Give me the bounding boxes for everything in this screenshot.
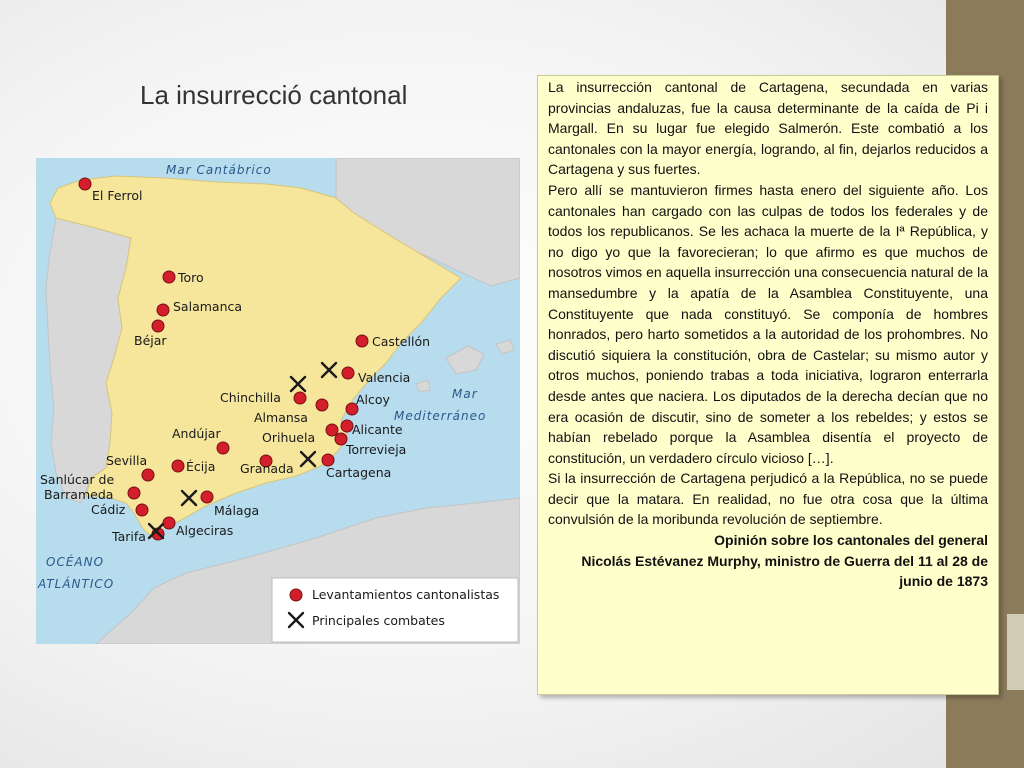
sea-label-mar: Mar <box>452 387 478 401</box>
city-label-malaga: Málaga <box>214 503 260 518</box>
quote-attribution-line-2: Nicolás Estévanez Murphy, ministro de Guerra del 11 al 28 de junio de 1873 <box>581 552 988 590</box>
legend-battles-label: Principales combates <box>312 613 445 628</box>
marker-ferrol <box>79 178 91 190</box>
map-legend <box>272 578 518 642</box>
city-label-cartagena: Cartagena <box>326 465 392 480</box>
city-label-sanlucar-2: Barrameda <box>44 487 114 502</box>
decorative-side-bar-accent <box>1007 614 1024 690</box>
city-label-valencia: Valencia <box>358 370 411 385</box>
quote-attribution-line-1: Opinión sobre los cantonales del general <box>714 532 988 549</box>
marker-bejar <box>152 320 164 332</box>
city-label-torrevieja: Torrevieja <box>346 442 407 457</box>
city-label-ecija: Écija <box>186 459 216 474</box>
sea-label-mediterraneo: Mediterráneo <box>394 409 487 423</box>
marker-chinchilla <box>294 392 306 404</box>
legend-uprising-icon <box>290 589 302 601</box>
marker-cadiz <box>136 504 148 516</box>
marker-andujar <box>217 442 229 454</box>
city-label-castellon: Castellón <box>372 334 431 349</box>
city-label-chinchilla: Chinchilla <box>220 390 281 405</box>
city-label-alcoy: Alcoy <box>356 392 390 407</box>
marker-malaga <box>201 491 213 503</box>
slide-title: La insurrecció cantonal <box>140 80 408 110</box>
city-label-alicante: Alicante <box>352 422 403 437</box>
legend-uprisings-label: Levantamientos cantonalistas <box>312 587 500 602</box>
city-label-tarifa: Tarifa <box>112 529 146 544</box>
city-label-almansa: Almansa <box>254 410 308 425</box>
city-label-ferrol: El Ferrol <box>92 188 143 203</box>
sea-label-atlantico: ATLÁNTICO <box>38 577 115 591</box>
city-label-bejar: Béjar <box>134 333 167 348</box>
city-label-sanlucar-1: Sanlúcar de <box>40 472 115 487</box>
marker-sevilla <box>142 469 154 481</box>
quote-textbox <box>537 75 999 695</box>
map-of-cantonal-uprisings <box>36 158 520 644</box>
map-canvas <box>36 158 520 644</box>
marker-algeciras <box>163 517 175 529</box>
marker-ecija <box>172 460 184 472</box>
marker-sanlucar <box>128 487 140 499</box>
quote-paragraph-1: La insurrección cantonal de Cartagena, secundada en varias provincias andaluzas, fue la causa determinante de la caída de Pi i Margall. En su lugar fue elegido Salmerón. Este combatió a los cantonales con la mayor energía, logrando, al fin, dejarlos reducidos a Cartagena y sus fuertes. <box>548 79 988 178</box>
sea-label-cantabrico: Mar Cantábrico <box>166 163 272 177</box>
quote-paragraph-2: Pero allí se mantuvieron firmes hasta enero del siguiente año. Los cantonales han cargado con las culpas de todos los federales y de todos los republicanos. Se les achaca la muerte de la Iª República, y no digo yo que la favorecieran; lo que afirmo es que muchos de nosotros vimos en aquella insurrección una consecuencia natural de la mansedumbre y la apatía de la Asamblea Constituyente, una Constituyente que nada constituyó. Se componía de hombres honrados, pero harto sometidos a la autoridad de los prohombres. No discutió siquiera la constitución, obra de Castelar; su mismo autor y otros muchos, poniendo trabas a toda iniciativa, lograron enterrarla desde antes que naciera. Los diputados de la derecha decían que no era ocasión de discutir, sino de someter a los rebeldes; y estos se habían rebelado porque la Asamblea disentía el proyecto de constitución, un verdadero círculo vicioso […]. <box>548 181 988 466</box>
city-label-algeciras: Algeciras <box>176 523 234 538</box>
quote-paragraph-3: Si la insurrección de Cartagena perjudicó a la República, no se puede decir que la matara. En realidad, no fue otra cosa que la última convulsión de la moribunda revolución de septiembre. <box>548 470 988 528</box>
city-label-salamanca: Salamanca <box>173 299 243 314</box>
city-label-andujar: Andújar <box>172 426 221 441</box>
city-label-cadiz: Cádiz <box>91 502 126 517</box>
marker-salamanca <box>157 304 169 316</box>
city-label-granada: Granada <box>240 461 294 476</box>
city-label-toro: Toro <box>178 270 204 285</box>
marker-valencia <box>342 367 354 379</box>
city-label-sevilla: Sevilla <box>106 453 148 468</box>
marker-toro <box>163 271 175 283</box>
city-label-orihuela: Orihuela <box>262 430 316 445</box>
marker-castellon <box>356 335 368 347</box>
marker-almansa <box>316 399 328 411</box>
marker-orihuela <box>326 424 338 436</box>
sea-label-oceano: OCÉANO <box>46 555 105 569</box>
